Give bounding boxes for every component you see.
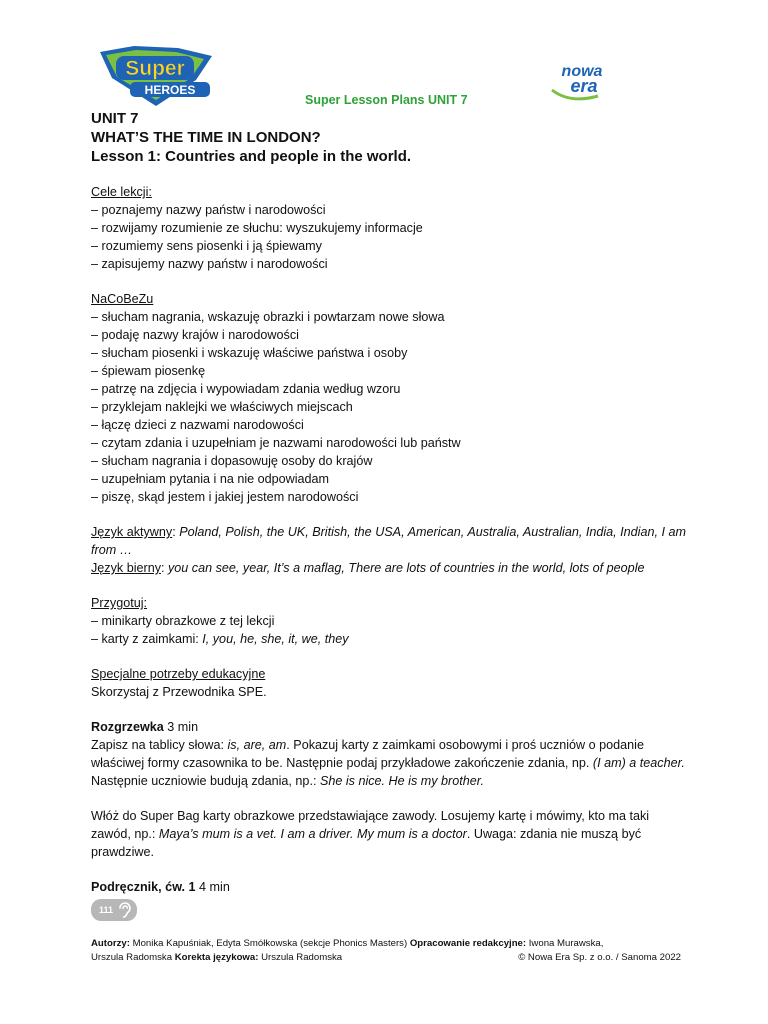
nacobezu-item: – słucham nagrania i dopasowuję osoby do krajów bbox=[91, 454, 373, 468]
document-body bbox=[91, 109, 691, 921]
footer-line-2: Urszula Radomska Korekta językowa: Urszula Radomska © Nowa Era Sp. z o.o. / Sanoma 2022 bbox=[91, 952, 681, 963]
logo-super-text: Super bbox=[125, 57, 185, 80]
warmup-title: Rozgrzewka 3 min bbox=[91, 720, 199, 734]
nacobezu-item: – podaję nazwy krajów i narodowości bbox=[91, 328, 299, 342]
prepare-section bbox=[91, 594, 691, 648]
goals-section bbox=[91, 183, 691, 273]
language-section bbox=[91, 523, 691, 577]
nacobezu-item: – śpiewam piosenkę bbox=[91, 364, 206, 378]
prepare-item: – minikarty obrazkowe z tej lekcji bbox=[91, 614, 275, 628]
warmup-paragraph-1: Zapisz na tablicy słowa: is, are, am. Pokazuj karty z zaimkami osobowymi i proś uczniów o podanie właściwej formy czasownika to be. Następnie podaj przykładowe zakończenie zdania, np. (I am) a teacher. Następnie uczniowie budują zdania, np.: She is nice. He is my brother. bbox=[91, 738, 685, 788]
active-language: Język aktywny: Poland, Polish, the UK, British, the USA, American, Australia, Australian, India, Indian, I am from … bbox=[91, 525, 686, 557]
audio-track-number: 111 bbox=[99, 905, 114, 915]
nacobezu-item: – uzupełniam pytania i na nie odpowiadam bbox=[91, 472, 330, 486]
goals-item: – rozumiemy sens piosenki i ją śpiewamy bbox=[91, 239, 322, 253]
goals-item: – poznajemy nazwy państw i narodowości bbox=[91, 203, 326, 217]
goals-heading: Cele lekcji: bbox=[91, 185, 152, 199]
ear-icon bbox=[117, 902, 131, 918]
textbook-title: Podręcznik, ćw. 1 4 min bbox=[91, 880, 230, 894]
nacobezu-item: – patrzę na zdjęcia i wypowiadam zdania według wzoru bbox=[91, 382, 401, 396]
textbook-section bbox=[91, 878, 691, 921]
nowa-era-logo bbox=[546, 60, 612, 104]
warmup-section bbox=[91, 718, 691, 861]
goals-item: – rozwijamy rozumienie ze słuchu: wyszukujemy informacje bbox=[91, 221, 423, 235]
special-needs-heading: Specjalne potrzeby edukacyjne bbox=[91, 667, 266, 681]
audio-track-badge[interactable] bbox=[91, 899, 137, 921]
super-heroes-logo bbox=[94, 44, 218, 108]
nacobezu-item: – słucham nagrania, wskazuję obrazki i powtarzam nowe słowa bbox=[91, 310, 445, 324]
nacobezu-item: – piszę, skąd jestem i jakiej jestem narodowości bbox=[91, 490, 359, 504]
unit-title: UNIT 7 bbox=[91, 110, 139, 127]
nacobezu-item: – czytam zdania i uzupełniam je nazwami narodowości lub państw bbox=[91, 436, 461, 450]
goals-item: – zapisujemy nazwy państw i narodowości bbox=[91, 257, 328, 271]
nacobezu-item: – łączę dzieci z nazwami narodowości bbox=[91, 418, 304, 432]
logo-era-text: era bbox=[570, 76, 598, 96]
logo-nowa-text: nowa bbox=[561, 63, 603, 80]
footer bbox=[91, 937, 681, 965]
passive-language: Język bierny: you can see, year, It’s a maflag, There are lots of countries in the world, lots of people bbox=[91, 561, 645, 575]
special-needs-text: Skorzystaj z Przewodnika SPE. bbox=[91, 685, 267, 699]
copyright: © Nowa Era Sp. z o.o. / Sanoma 2022 bbox=[518, 952, 681, 963]
warmup-paragraph-2: Włóż do Super Bag karty obrazkowe przedstawiające zawody. Losujemy kartę i mówimy, kto ma taki zawód, np.: Maya’s mum is a vet. I am a driver. My mum is a doctor. Uwaga: zdania nie muszą być prawdziwe. bbox=[91, 809, 650, 859]
logo-heroes-text: HEROES bbox=[144, 83, 196, 97]
nacobezu-item: – przyklejam naklejki we właściwych miejscach bbox=[91, 400, 353, 414]
lesson-plans-header: Super Lesson Plans UNIT 7 bbox=[305, 93, 468, 107]
prepare-item: – karty z zaimkami: I, you, he, she, it, we, they bbox=[91, 632, 349, 646]
nacobezu-item: – słucham piosenki i wskazuję właściwe państwa i osoby bbox=[91, 346, 408, 360]
nacobezu-section bbox=[91, 290, 691, 506]
special-needs-section bbox=[91, 665, 691, 701]
lesson-title: Lesson 1: Countries and people in the world. bbox=[91, 148, 412, 165]
footer-line-1: Autorzy: Monika Kapuśniak, Edyta Smółkowska (sekcje Phonics Masters) Opracowanie redakcyjne: Iwona Murawska, bbox=[91, 938, 604, 949]
prepare-heading: Przygotuj: bbox=[91, 596, 147, 610]
nacobezu-heading: NaCoBeZu bbox=[91, 292, 154, 306]
unit-question: WHAT’S THE TIME IN LONDON? bbox=[91, 129, 321, 146]
